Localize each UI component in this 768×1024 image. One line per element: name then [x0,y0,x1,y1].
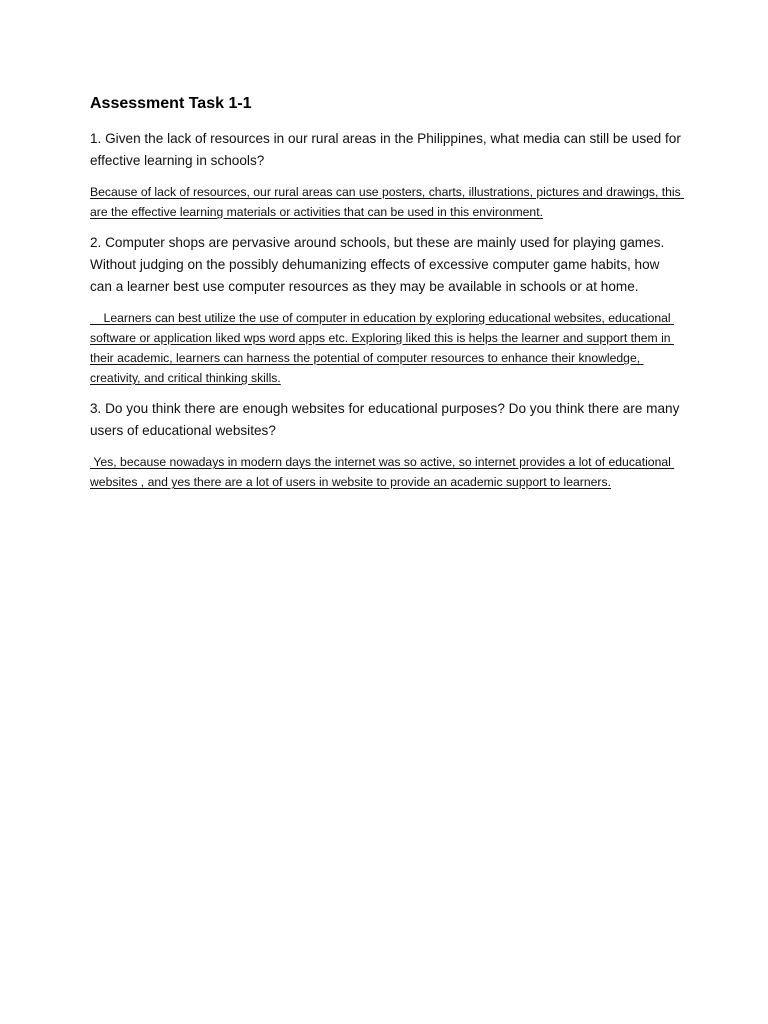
document-title: Assessment Task 1-1 [90,95,252,112]
question-1: 1. Given the lack of resources in our rural areas in the Philippines, what media can still be used for effective learning in schools? [90,131,681,168]
question-3: 3. Do you think there are enough websites for educational purposes? Do you think there are many users of educational websites? [90,401,680,438]
question-2: 2. Computer shops are pervasive around schools, but these are mainly used for playing games. Without judging on the possibly dehumanizing effects of excessive computer game habits, how can a learner best use computer resources as they may be available in schools or at home. [90,235,665,294]
answer-1: Because of lack of resources, our rural areas can use posters, charts, illustrations, pictures and drawings, this are the effective learning materials or activities that can be used in this environment. [90,185,685,219]
document-page [90,93,685,502]
answer-2: Learners can best utilize the use of computer in education by exploring educational websites, educational software or application liked wps word apps etc. Exploring liked this is helps the learner and support them in their academic, learners can harness the potential of computer resources to enhance their knowledge, creativity, and critical thinking skills. [90,311,675,385]
answer-3: Yes, because nowadays in modern days the internet was so active, so internet provides a lot of educational websites , and yes there are a lot of users in website to provide an academic support to learners. [90,455,675,489]
